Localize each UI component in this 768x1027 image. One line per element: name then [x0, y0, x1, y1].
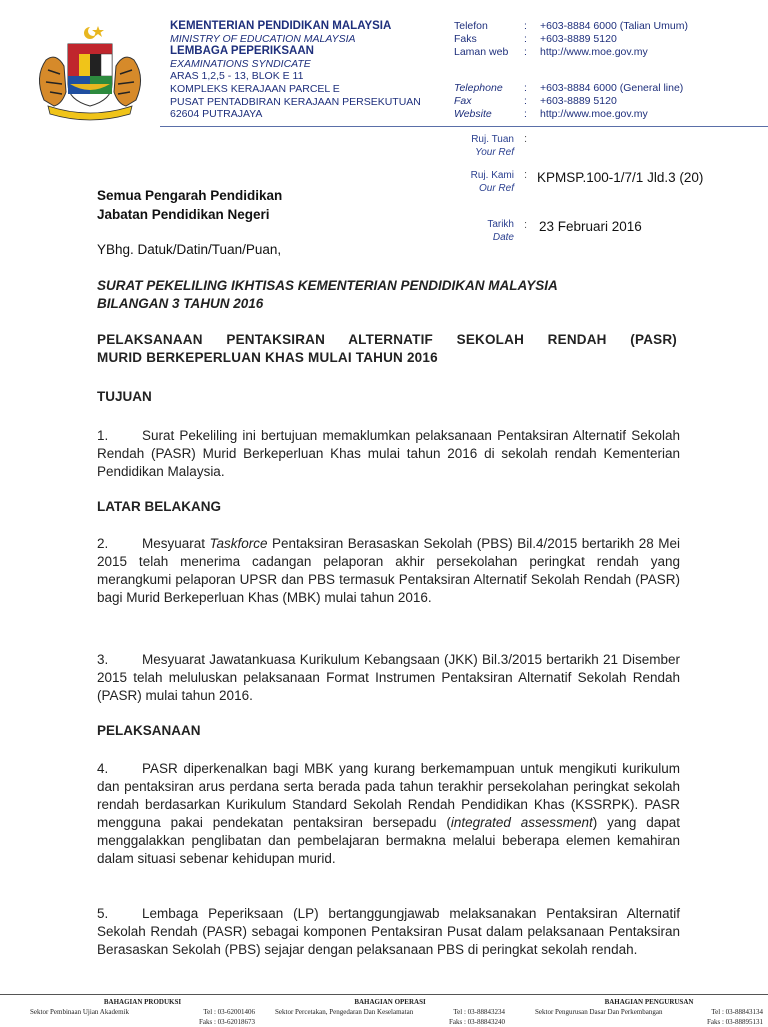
circular-title: [97, 277, 558, 313]
address-line: ARAS 1,2,5 - 13, BLOK E 11: [170, 70, 304, 83]
paragraph-text: Pentaksiran Berasaskan Sekolah (PBS) Bil.4/2015 bertarikh 28 Mei 2015 telah menerima cadangan pelaporan akhir persekolahan peringkat rendah yang merangkumi pelaporan UPSR dan PBS termasuk Pentaksiran Alternatif Sekolah Rendah (PASR) bagi Murid Berkeperluan Khas (MBK) mulai tahun 2016.: [97, 536, 680, 605]
your-ref-label-en: Your Ref: [475, 147, 514, 158]
circular-title-line: SURAT PEKELILING IKHTISAS KEMENTERIAN PENDIDIKAN MALAYSIA: [97, 278, 558, 293]
subject-title: [97, 331, 677, 367]
paragraph-4: [97, 760, 680, 868]
paragraph-number: 3.: [97, 652, 109, 667]
contact-value: +603-8889 5120: [540, 33, 617, 45]
contact-label: Fax: [454, 95, 472, 107]
ministry-crest-logo: [26, 22, 154, 122]
contact-label: Telephone: [454, 82, 503, 94]
contact-value: +603-8884 6000 (General line): [540, 82, 684, 94]
paragraph-text: PASR diperkenalkan bagi MBK yang kurang berkemampuan untuk mengikuti kurikulum dan pentaksiran arus perdana serta berada pada tahun terakhir persekolahan peringkat sekolah rendah berdasarkan Kurikulum Standard Sekolah Rendah Pendidikan Khas (KSSRPK). PASR mengguna pakai pendekatan pentaksiran bersepadu (: [97, 761, 680, 830]
footer-tel: Tel : 03-62001406: [203, 1008, 255, 1016]
our-ref-value: KPMSP.100-1/7/1 Jld.3 (20): [537, 170, 704, 185]
organization-address-block: [170, 20, 421, 121]
date-label: [440, 218, 514, 244]
footer-faks: Faks : 03-88843240: [449, 1018, 505, 1026]
letterhead-divider: [160, 126, 768, 127]
paragraph-1: [97, 427, 680, 481]
date-label-en: Date: [492, 232, 514, 243]
contact-value: +603-8889 5120: [540, 95, 617, 107]
colon: :: [524, 219, 528, 231]
contact-value: +603-8884 6000 (Talian Umum): [540, 20, 688, 32]
footer-dept-title: BAHAGIAN PRODUKSI: [103, 998, 182, 1006]
footer-dept-title: BAHAGIAN PENGURUSAN: [604, 998, 694, 1006]
footer-unit: Sektor Pembinaan Ujian Akademik: [30, 1008, 129, 1016]
date-value: 23 Februari 2016: [539, 219, 642, 234]
section-heading-pelaksanaan: PELAKSANAAN: [97, 723, 201, 738]
footer-dept-title: BAHAGIAN OPERASI: [354, 998, 426, 1006]
our-ref-label: [440, 169, 514, 195]
footer-faks: Faks : 03-88895131: [707, 1018, 763, 1026]
paragraph-text: Mesyuarat Jawatankuasa Kurikulum Kebangsaan (JKK) Bil.3/2015 bertarikh 21 Disember 2015 telah meluluskan pelaksanaan Format Instrumen Pentaksiran Alternatif Sekolah Rendah (PASR) mulai tahun 2016.: [97, 652, 680, 703]
ruj-tuan-label: Ruj. Tuan: [471, 134, 514, 145]
ministry-name-en: MINISTRY OF EDUCATION MALAYSIA: [170, 32, 356, 45]
footer-operasi: [275, 997, 505, 1027]
subject-line: MURID BERKEPERLUAN KHAS MULAI TAHUN 2016: [97, 350, 438, 365]
footer-pengurusan: [535, 997, 763, 1027]
board-name-en: EXAMINATIONS SYNDICATE: [170, 57, 311, 70]
footer-unit: Sektor Pengurusan Dasar Dan Perkembangan: [535, 1008, 663, 1016]
recipient-line: Semua Pengarah Pendidikan: [97, 188, 283, 203]
footer-faks: Faks : 03-62018673: [199, 1018, 255, 1026]
footer-produksi: [30, 997, 255, 1027]
paragraph-text: ) yang dapat menggalakkan penglibatan dan pembelajaran bermakna melalui beberapa elemen kemahiran dalam situasi sebenar kehidupan murid.: [97, 815, 680, 866]
ministry-name: KEMENTERIAN PENDIDIKAN MALAYSIA: [170, 20, 392, 32]
circular-title-line: BILANGAN 3 TAHUN 2016: [97, 296, 264, 311]
contact-label: Laman web: [454, 46, 509, 58]
address-line: 62604 PUTRAJAYA: [170, 108, 263, 121]
paragraph-number: 1.: [97, 428, 109, 443]
footer-tel: Tel : 03-88843134: [711, 1008, 763, 1016]
paragraph-text: Lembaga Peperiksaan (LP) bertanggungjawab melaksanakan Pentaksiran Alternatif Sekolah Rendah (PASR) sebagai komponen Pentaksiran Pusat dalam pelaksanaan Pentaksiran Berasaskan Sekolah (PBS) sejajar dengan pelaksanaan PBS di peringkat sekolah rendah.: [97, 906, 680, 957]
contact-label: Faks: [454, 33, 477, 45]
address-line: KOMPLEKS KERAJAAN PARCEL E: [170, 82, 340, 95]
paragraph-italic-text: integrated assessment: [450, 815, 593, 830]
section-heading-tujuan: TUJUAN: [97, 389, 152, 404]
paragraph-text: Mesyuarat: [142, 536, 210, 551]
tarikh-label: Tarikh: [487, 219, 514, 230]
recipient-block: [97, 186, 282, 224]
footer-unit: Sektor Percetakan, Pengedaran Dan Keselamatan: [275, 1008, 414, 1016]
subject-line: PELAKSANAAN PENTAKSIRAN ALTERNATIF SEKOLAH RENDAH (PASR): [97, 332, 677, 347]
section-heading-latar-belakang: LATAR BELAKANG: [97, 499, 221, 514]
paragraph-5: [97, 905, 680, 959]
our-ref-label-en: Our Ref: [478, 183, 514, 194]
recipient-line: Jabatan Pendidikan Negeri: [97, 207, 270, 222]
paragraph-text: Surat Pekeliling ini bertujuan memaklumkan pelaksanaan Pentaksiran Alternatif Sekolah Rendah (PASR) Murid Berkeperluan Khas mulai tahun 2016 di sekolah rendah Kementerian Pendidikan Malaysia.: [97, 428, 680, 479]
contact-label: Website: [454, 108, 492, 120]
paragraph-number: 4.: [97, 761, 109, 776]
contact-label: Telefon: [454, 20, 488, 32]
paragraph-number: 5.: [97, 906, 109, 921]
website-link[interactable]: http://www.moe.gov.my: [540, 108, 648, 120]
paragraph-number: 2.: [97, 536, 109, 551]
address-line: PUSAT PENTADBIRAN KERAJAAN PERSEKUTUAN: [170, 95, 421, 108]
paragraph-2: [97, 535, 680, 607]
colon: :: [524, 169, 528, 181]
paragraph-3: [97, 651, 680, 705]
paragraph-italic-text: Taskforce: [209, 536, 268, 551]
board-name: LEMBAGA PEPERIKSAAN: [170, 45, 314, 58]
ruj-kami-label: Ruj. Kami: [470, 170, 514, 181]
your-ref-label: [440, 133, 514, 159]
footer-tel: Tel : 03-88843234: [453, 1008, 505, 1016]
colon: :: [524, 133, 528, 145]
salutation: YBhg. Datuk/Datin/Tuan/Puan,: [97, 242, 282, 257]
website-link[interactable]: http://www.moe.gov.my: [540, 46, 648, 58]
footer-divider: [0, 994, 768, 995]
